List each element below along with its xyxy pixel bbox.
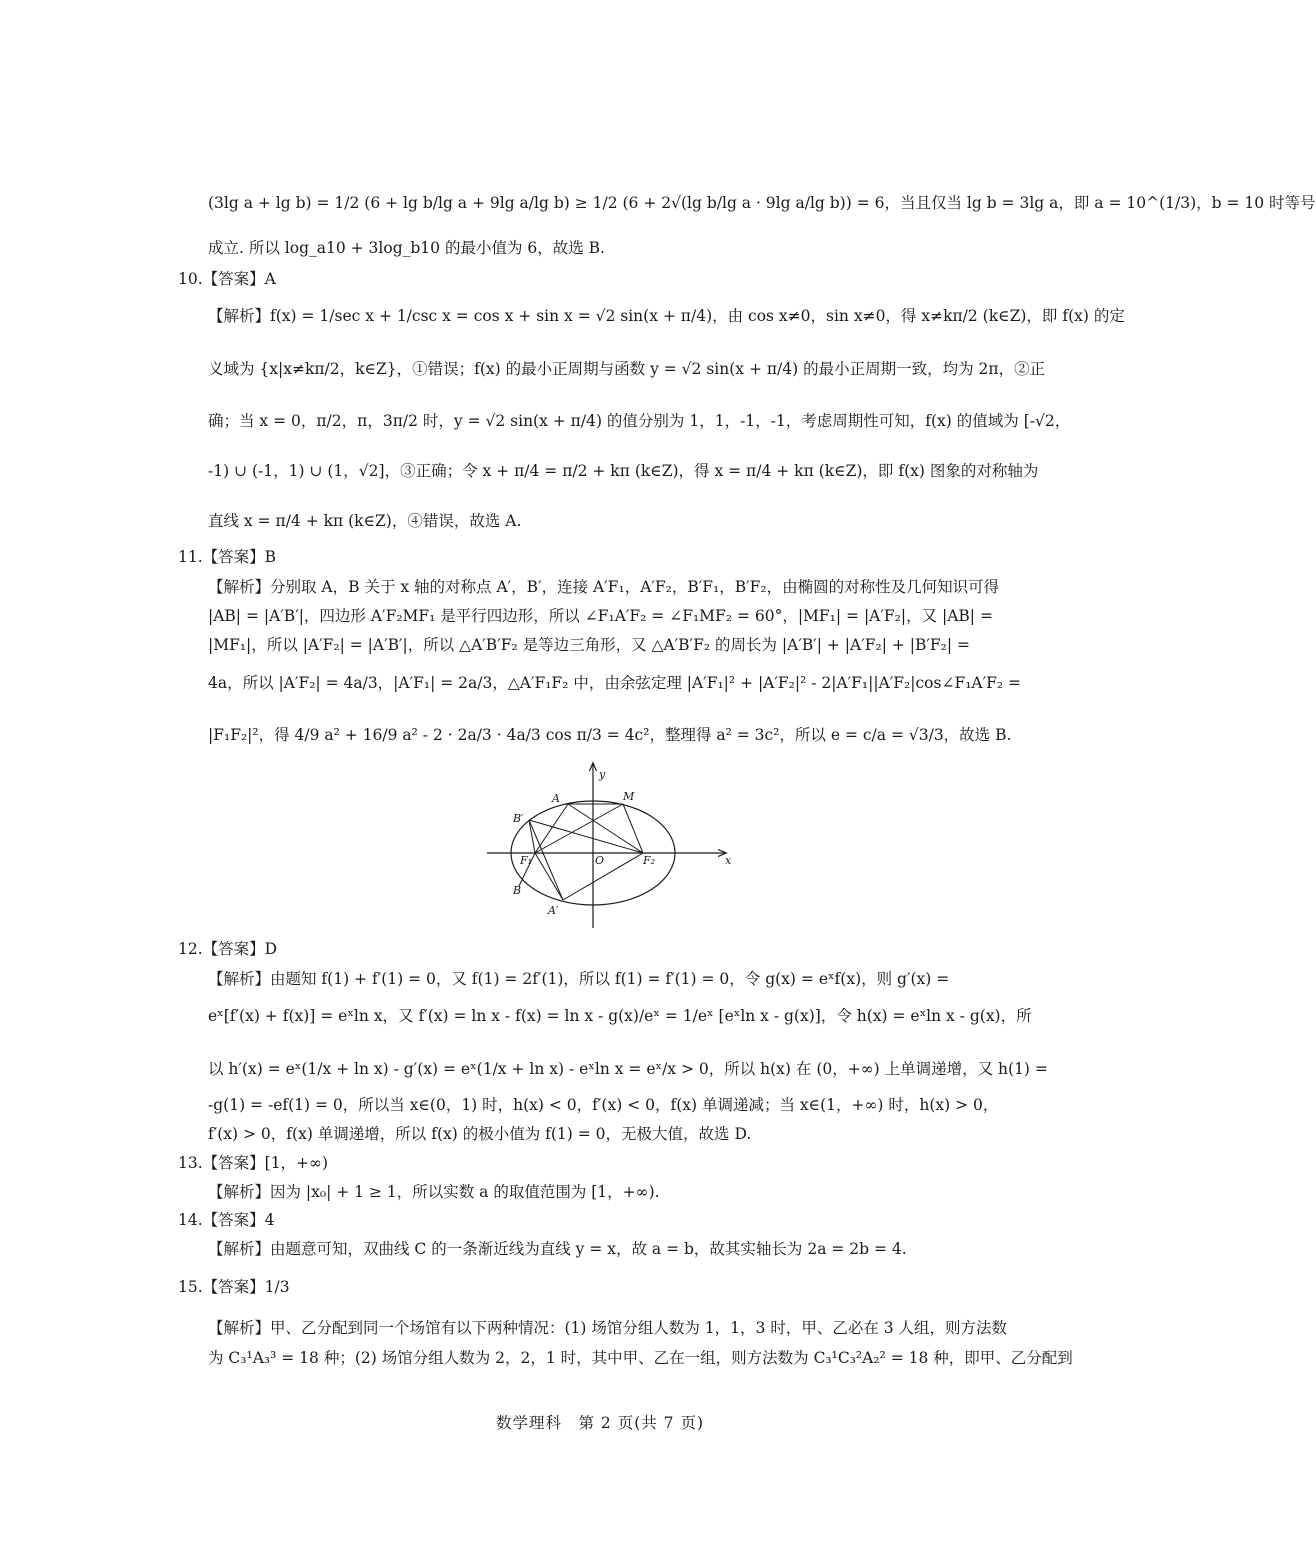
text-line: -g(1) = -ef(1) = 0，所以当 x∈(0，1) 时，h(x) < 0，f′(x) < 0，f(x) 单调递减；当 x∈(1，+∞) 时，h(x) > 0， — [208, 1096, 999, 1114]
label-A: A — [552, 792, 560, 805]
text-line: 义域为 {x|x≠kπ/2，k∈Z}，①错误；f(x) 的最小正周期与函数 y = √2 sin(x + π/4) 的最小正周期一致，均为 2π，②正 — [208, 360, 1046, 378]
label-F1: F₁ — [520, 854, 533, 867]
answer-heading: 13.【答案】[1，+∞) — [178, 1154, 329, 1172]
text-line: 4a，所以 |A′F₂| = 4a/3，|A′F₁| = 2a/3，△A′F₁F₂ 中，由余弦定理 |A′F₁|² + |A′F₂|² - 2|A′F₁||A′F₂|cos∠F₁A′F₂ = — [208, 674, 1022, 692]
label-x: x — [725, 854, 732, 867]
answer-heading: 15.【答案】1/3 — [178, 1278, 290, 1296]
text-line: 【解析】由题知 f(1) + f′(1) = 0，又 f(1) = 2f′(1)，所以 f(1) = f′(1) = 0，令 g(x) = eˣf(x)，则 g′(x) = — [208, 970, 950, 988]
text-line: 【解析】甲、乙分配到同一个场馆有以下两种情况：(1) 场馆分组人数为 1，1，3 时，甲、乙必在 3 人组，则方法数 — [208, 1319, 1008, 1337]
text-line: 【解析】由题意可知，双曲线 C 的一条渐近线为直线 y = x，故 a = b，故其实轴长为 2a = 2b = 4. — [208, 1240, 907, 1258]
label-A-prime: A′ — [548, 904, 559, 917]
label-B-prime: B′ — [513, 812, 524, 825]
text-line: |AB| = |A′B′|，四边形 A′F₂MF₁ 是平行四边形，所以 ∠F₁A′F₂ = ∠F₁MF₂ = 60°，|MF₁| = |A′F₂|，又 |AB| = — [208, 607, 993, 625]
text-line: 直线 x = π/4 + kπ (k∈Z)，④错误，故选 A. — [208, 512, 522, 530]
text-line: (3lg a + lg b) = 1/2 (6 + lg b/lg a + 9lg a/lg b) ≥ 1/2 (6 + 2√(lg b/lg a · 9lg a/lg b)) = 6，当且仅当 lg b = 3lg a，即 a = 10^(1/3)，b = 10 时等号 — [208, 194, 1316, 212]
answer-heading: 10.【答案】A — [178, 270, 276, 288]
answer-heading: 12.【答案】D — [178, 940, 278, 958]
label-F2: F₂ — [643, 854, 656, 867]
text-line: f′(x) > 0，f(x) 单调递增，所以 f(x) 的极小值为 f(1) = 0，无极大值，故选 D. — [208, 1125, 752, 1143]
text-line: 【解析】因为 |x₀| + 1 ≥ 1，所以实数 a 的取值范围为 [1，+∞). — [208, 1183, 660, 1201]
label-y: y — [599, 768, 606, 781]
text-line: 为 C₃¹A₃³ = 18 种；(2) 场馆分组人数为 2，2，1 时，其中甲、乙在一组，则方法数为 C₃¹C₃²A₂² = 18 种，即甲、乙分配到 — [208, 1349, 1073, 1367]
answer-heading: 14.【答案】4 — [178, 1211, 275, 1229]
text-line: 【解析】分别取 A，B 关于 x 轴的对称点 A′，B′，连接 A′F₁，A′F₂，B′F₁，B′F₂，由椭圆的对称性及几何知识可得 — [208, 578, 1000, 596]
text-line: -1) ∪ (-1，1) ∪ (1，√2]，③正确；令 x + π/4 = π/2 + kπ (k∈Z)，得 x = π/4 + kπ (k∈Z)，即 f(x) 图象的对称轴为 — [208, 462, 1039, 480]
text-line: 以 h′(x) = eˣ(1/x + ln x) - g′(x) = eˣ(1/x + ln x) - eˣln x = eˣ/x > 0，所以 h(x) 在 (0，+∞) 上单调递增，又 h(1) = — [208, 1060, 1048, 1078]
text-line: 【解析】f(x) = 1/sec x + 1/csc x = cos x + sin x = √2 sin(x + π/4)，由 cos x≠0，sin x≠0，得 x≠kπ/2 (k∈Z)，即 f(x) 的定 — [208, 307, 1125, 325]
ellipse-figure — [485, 760, 735, 930]
label-origin: O — [595, 854, 605, 867]
text-line: |MF₁|，所以 |A′F₂| = |A′B′|，所以 △A′B′F₂ 是等边三角形，又 △A′B′F₂ 的周长为 |A′B′| + |A′F₂| + |B′F₂| = — [208, 636, 971, 654]
text-line: 成立. 所以 log_a10 + 3log_b10 的最小值为 6，故选 B. — [208, 239, 605, 257]
text-line: 确；当 x = 0，π/2，π，3π/2 时，y = √2 sin(x + π/4) 的值分别为 1，1，-1，-1，考虑周期性可知，f(x) 的值域为 [-√2， — [208, 412, 1071, 430]
text-line: |F₁F₂|²，得 4/9 a² + 16/9 a² - 2 · 2a/3 · 4a/3 cos π/3 = 4c²，整理得 a² = 3c²，所以 e = c/a = √3/3，故选 B. — [208, 726, 1012, 744]
page-footer: 数学理科 第 2 页(共 7 页) — [495, 1414, 705, 1432]
text-line: eˣ[f′(x) + f(x)] = eˣln x，又 f′(x) = ln x - f(x) = ln x - g(x)/eˣ = 1/eˣ [eˣln x - g(x)]，令 h(x) = eˣln x - g(x)，所 — [208, 1007, 1032, 1025]
label-M: M — [623, 790, 635, 803]
answer-heading: 11.【答案】B — [178, 548, 277, 566]
label-B: B — [513, 884, 522, 897]
